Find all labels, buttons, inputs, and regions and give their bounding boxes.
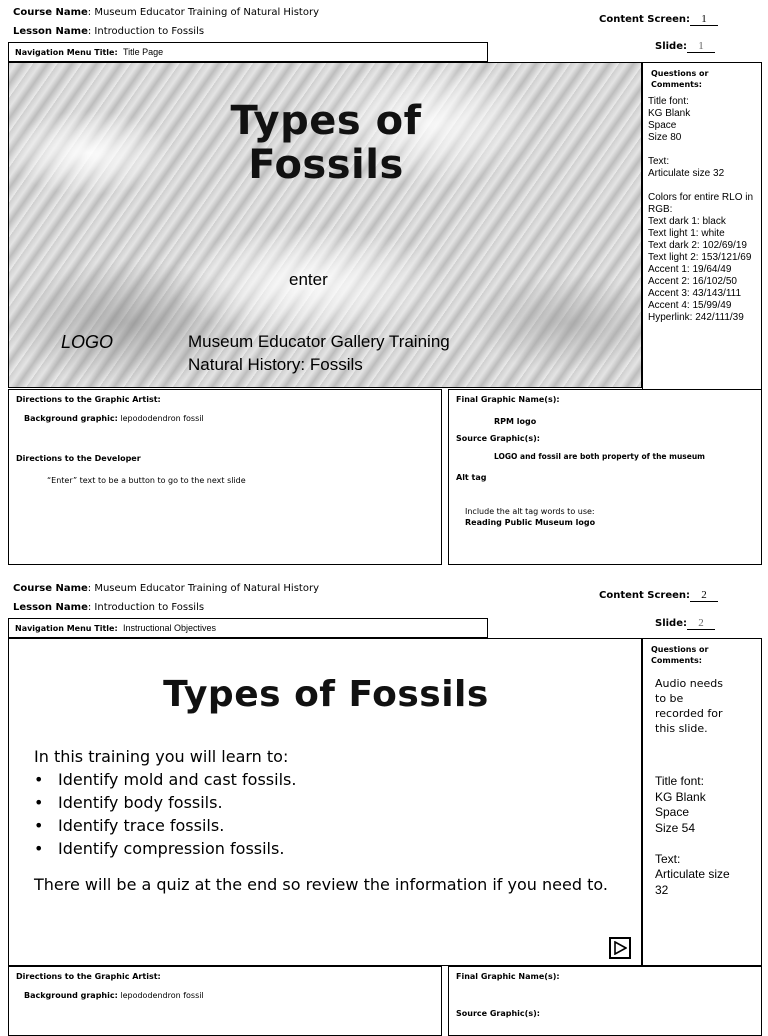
source-graphic-label: Source Graphic(s): — [456, 1009, 540, 1018]
course-name-label: Course Name — [13, 583, 88, 594]
lesson-name-label: Lesson Name — [13, 26, 88, 37]
nav-menu-title-value: Title Page — [123, 47, 164, 57]
slide-label: Slide: — [655, 41, 687, 52]
comments-box-1 — [642, 62, 762, 390]
objectives-intro: In this training you will learn to: — [34, 747, 289, 766]
objectives-list — [34, 768, 624, 860]
final-graphic-label: Final Graphic Name(s): — [456, 972, 560, 981]
nav-menu-title-box-1 — [8, 42, 488, 62]
enter-button[interactable]: enter — [289, 270, 328, 289]
slide-title-line-2: Fossils — [248, 142, 404, 188]
course-name-label: Course Name — [13, 7, 88, 18]
slide-stage-1 — [8, 62, 642, 388]
background-graphic-value: lepododendron fossil — [120, 991, 204, 1000]
objective-item: • Identify compression fossils. — [34, 837, 624, 860]
next-button[interactable] — [609, 937, 631, 959]
course-name-row-2 — [13, 583, 319, 594]
background-graphic-value: lepododendron fossil — [120, 414, 204, 423]
graphic-box-1 — [448, 389, 762, 565]
developer-note: “Enter” text to be a button to go to the next slide — [47, 476, 246, 485]
nav-menu-title-label: Navigation Menu Title: — [15, 624, 118, 633]
slide-footer-1 — [188, 330, 450, 376]
slide-number-2 — [655, 617, 715, 630]
lesson-name-value: : Introduction to Fossils — [87, 26, 205, 37]
comments-heading: Questions or Comments: — [651, 645, 709, 665]
slide-label: Slide: — [655, 618, 687, 629]
content-screen-number: 2 — [690, 589, 718, 602]
course-name-row-1 — [13, 7, 319, 18]
lesson-name-row-1 — [13, 26, 204, 37]
alt-tag-label: Alt tag — [456, 473, 487, 482]
final-graphic-label: Final Graphic Name(s): — [456, 395, 560, 404]
slide-number-value: 2 — [687, 617, 715, 630]
directions-developer-label: Directions to the Developer — [16, 454, 141, 463]
final-graphic-value: RPM logo — [494, 417, 537, 426]
directions-box-2 — [8, 966, 442, 1036]
objective-item: • Identify body fossils. — [34, 791, 624, 814]
background-graphic-row — [24, 414, 204, 423]
alt-tag-words: Reading Public Museum logo — [465, 518, 596, 527]
slide-title-2: Types of Fossils — [163, 674, 489, 715]
slide-body-2 — [34, 745, 624, 896]
nav-menu-title-label: Navigation Menu Title: — [15, 48, 118, 57]
lesson-name-row-2 — [13, 602, 204, 613]
comments-box-2 — [642, 638, 762, 966]
comments-font-text: Title font: KG Blank Space Size 54 Text: Articulate size 32 — [655, 774, 730, 897]
directions-artist-label: Directions to the Graphic Artist: — [16, 395, 161, 404]
nav-menu-title-box-2 — [8, 618, 488, 638]
comments-heading: Questions or Comments: — [651, 69, 709, 89]
lesson-name-label: Lesson Name — [13, 602, 88, 613]
quiz-note: There will be a quiz at the end so review the information if you need to. — [34, 875, 608, 894]
directions-artist-label: Directions to the Graphic Artist: — [16, 972, 161, 981]
objective-item: • Identify mold and cast fossils. — [34, 768, 624, 791]
play-triangle-icon — [613, 941, 627, 955]
content-screen-label: Content Screen: — [599, 14, 691, 25]
nav-menu-title-value: Instructional Objectives — [123, 623, 217, 633]
footer-line-2: Natural History: Fossils — [188, 355, 363, 374]
background-graphic-label: Background graphic: — [24, 414, 118, 423]
slide-number-value: 1 — [687, 40, 715, 53]
source-graphic-value: LOGO and fossil are both property of the museum — [494, 452, 705, 461]
graphic-box-2 — [448, 966, 762, 1036]
alt-tag-note: Include the alt tag words to use: — [465, 507, 595, 516]
slide-title-line-1: Types of — [230, 98, 422, 144]
content-screen-label: Content Screen: — [599, 590, 691, 601]
directions-box-1 — [8, 389, 442, 565]
footer-line-1: Museum Educator Gallery Training — [188, 332, 450, 351]
logo-placeholder: LOGO — [61, 332, 114, 352]
comments-text: Title font: KG Blank Space Size 80 Text: Articulate size 32 Colors for entire RLO in RGB: Text dark 1: black Text light 1: white Text dark 2: 102/69/19 Text light 2: 153/121/69 Accent 1: 19/64/49 Accent 2: 16/102/50 Accent 3: 43/143/111 Accent 4: 15/99/49 Hyperlink: 242/111/39 — [648, 96, 754, 323]
course-name-value: : Museum Educator Training of Natural History — [87, 583, 319, 594]
content-screen-2 — [599, 589, 718, 602]
slide-number-1 — [655, 40, 715, 53]
objective-item: • Identify trace fossils. — [34, 814, 624, 837]
content-screen-1 — [599, 13, 718, 26]
source-graphic-label: Source Graphic(s): — [456, 434, 540, 443]
course-name-value: : Museum Educator Training of Natural History — [87, 7, 319, 18]
lesson-name-value: : Introduction to Fossils — [87, 602, 205, 613]
slide-stage-2 — [8, 638, 642, 966]
background-graphic-row — [24, 991, 204, 1000]
slide-title-1 — [9, 99, 642, 187]
content-screen-number: 1 — [690, 13, 718, 26]
background-graphic-label: Background graphic: — [24, 991, 118, 1000]
comments-audio-text: Audio needs to be recorded for this slide. — [655, 677, 723, 735]
